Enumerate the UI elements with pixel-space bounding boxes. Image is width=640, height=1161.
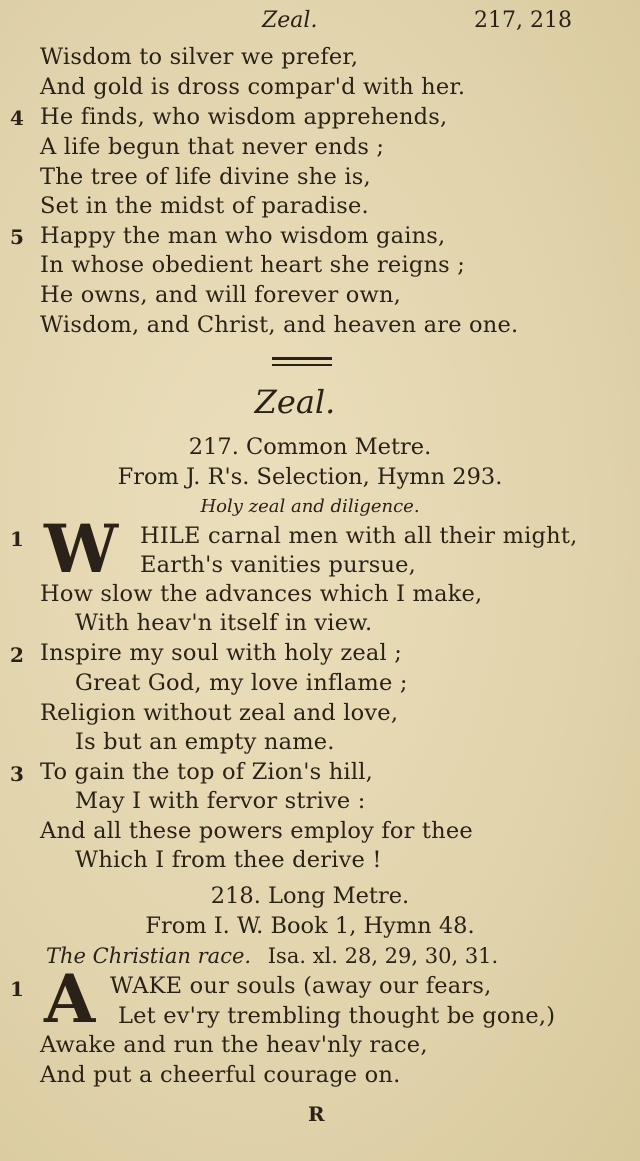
poem-line: He finds, who wisdom apprehends, xyxy=(40,104,448,130)
hymn-heading: 217. Common Metre. xyxy=(188,434,432,460)
poem-line: To gain the top of Zion's hill, xyxy=(40,759,373,785)
verse-number: 1 xyxy=(10,977,24,1001)
poem-line: How slow the advances which I make, xyxy=(40,581,483,607)
hymn-subject: The Christian race. xyxy=(46,944,252,968)
poem-line: With heav'n itself in view. xyxy=(75,610,373,636)
poem-line: Wisdom to silver we prefer, xyxy=(40,44,359,70)
hymn-heading: 218. Long Metre. xyxy=(210,883,410,909)
poem-line: WAKE our souls (away our fears, xyxy=(110,973,492,999)
verse-number: 5 xyxy=(10,225,24,249)
poem-line: And all these powers employ for thee xyxy=(40,818,473,844)
section-title: Zeal. xyxy=(254,383,336,421)
page-numbers: 217, 218 xyxy=(474,8,572,33)
poem-line: A life begun that never ends ; xyxy=(40,134,385,160)
poem-line: In whose obedient heart she reigns ; xyxy=(40,252,466,278)
poem-line: And gold is dross compar'd with her. xyxy=(40,74,466,100)
verse-number: 3 xyxy=(10,762,24,786)
poem-line: Set in the midst of paradise. xyxy=(40,193,369,219)
poem-line: Which I from thee derive ! xyxy=(75,847,382,873)
hymn-subject-line xyxy=(46,944,498,968)
poem-line: The tree of life divine she is, xyxy=(40,164,371,190)
running-title: Zeal. xyxy=(262,8,318,33)
hymn-source: From I. W. Book 1, Hymn 48. xyxy=(145,913,475,939)
poem-line: Inspire my soul with holy zeal ; xyxy=(40,640,403,666)
verse-number: 4 xyxy=(10,106,24,130)
poem-line: May I with fervor strive : xyxy=(75,788,366,814)
hymn-subject: Holy zeal and diligence. xyxy=(200,496,420,517)
verse-number: 2 xyxy=(10,643,24,667)
poem-line: Religion without zeal and love, xyxy=(40,700,399,726)
poem-line: He owns, and will forever own, xyxy=(40,282,402,308)
poem-line: Awake and run the heav'nly race, xyxy=(40,1032,428,1058)
divider-rule xyxy=(272,364,332,366)
poem-line: And put a cheerful courage on. xyxy=(40,1062,401,1088)
hymn-source: From J. R's. Selection, Hymn 293. xyxy=(117,464,503,490)
verse-number: 1 xyxy=(10,527,24,551)
poem-line: Great God, my love inflame ; xyxy=(75,670,408,696)
divider-rule xyxy=(272,357,332,360)
poem-line: Let ev'ry trembling thought be gone,) xyxy=(118,1003,556,1029)
scripture-reference: Isa. xl. 28, 29, 30, 31. xyxy=(267,944,499,968)
poem-line: Wisdom, and Christ, and heaven are one. xyxy=(40,312,519,338)
poem-line: Happy the man who wisdom gains, xyxy=(40,223,446,249)
drop-cap: W xyxy=(44,510,119,588)
poem-line: Is but an empty name. xyxy=(75,729,335,755)
drop-cap: A xyxy=(44,960,96,1038)
poem-line: Earth's vanities pursue, xyxy=(140,552,417,578)
signature-mark: R xyxy=(308,1102,325,1126)
poem-line: HILE carnal men with all their might, xyxy=(140,523,578,549)
